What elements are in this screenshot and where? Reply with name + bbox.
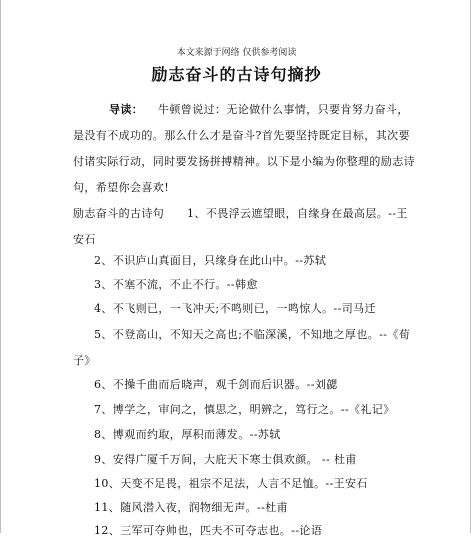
intro-line: 付诸实际行动，同时要发扬拼搏精神。以下是小编为你整理的励志诗 [73, 155, 415, 168]
poem-line: 4、不飞则已，一飞冲天;不鸣则已，一鸣惊人。--司马迁 [94, 302, 376, 315]
poem-line: 7、博学之，审问之，慎思之，明辨之，笃行之。--《礼记》 [94, 403, 395, 416]
poem-line: 励志奋斗的古诗句 1、不畏浮云遮望眼，自缘身在最高层。--王 [73, 207, 408, 220]
poem-line: 12、三军可夺帅也，匹夫不可夺志也。--论语 [94, 524, 323, 537]
document-title: 励志奋斗的古诗句摘抄 [151, 65, 322, 84]
poem-line: 11、随风潜入夜，润物细无声。--杜甫 [94, 501, 289, 514]
source-note: 本文来源于网络 仅供参考阅读 [176, 48, 297, 58]
intro-line: 是没有不成功的。那么什么才是奋斗?首先要坚持既定目标，其次要 [73, 129, 410, 142]
poem-line: 6、不操千曲而后晓声，观千剑而后识器。--刘勰 [94, 378, 338, 391]
intro-line: 牛顿曾说过：无论做什么事情，只要肯努力奋斗， [158, 103, 409, 116]
poem-line: 8、博观而约取，厚积而薄发。--苏轼 [94, 428, 281, 441]
poem-line: 10、天变不足畏，祖宗不足法，人言不足恤。--王安石 [94, 477, 368, 490]
poem-line: 9、安得广厦千万间，大庇天下寒士俱欢颜。 -- 杜甫 [94, 453, 357, 466]
poem-line: 5、不登高山，不知天之高也;不临深溪，不知地之厚也。--《荀 [94, 328, 411, 341]
intro-label: 导读： [109, 103, 144, 116]
poem-line: 3、不塞不流，不止不行。--韩愈 [94, 278, 258, 291]
poem-line: 子》 [73, 354, 96, 367]
poem-line: 2、不识庐山真面目，只缘身在此山中。--苏轼 [94, 254, 327, 267]
poem-line: 安石 [73, 233, 96, 246]
intro-line: 句，希望你会喜欢! [73, 181, 170, 194]
